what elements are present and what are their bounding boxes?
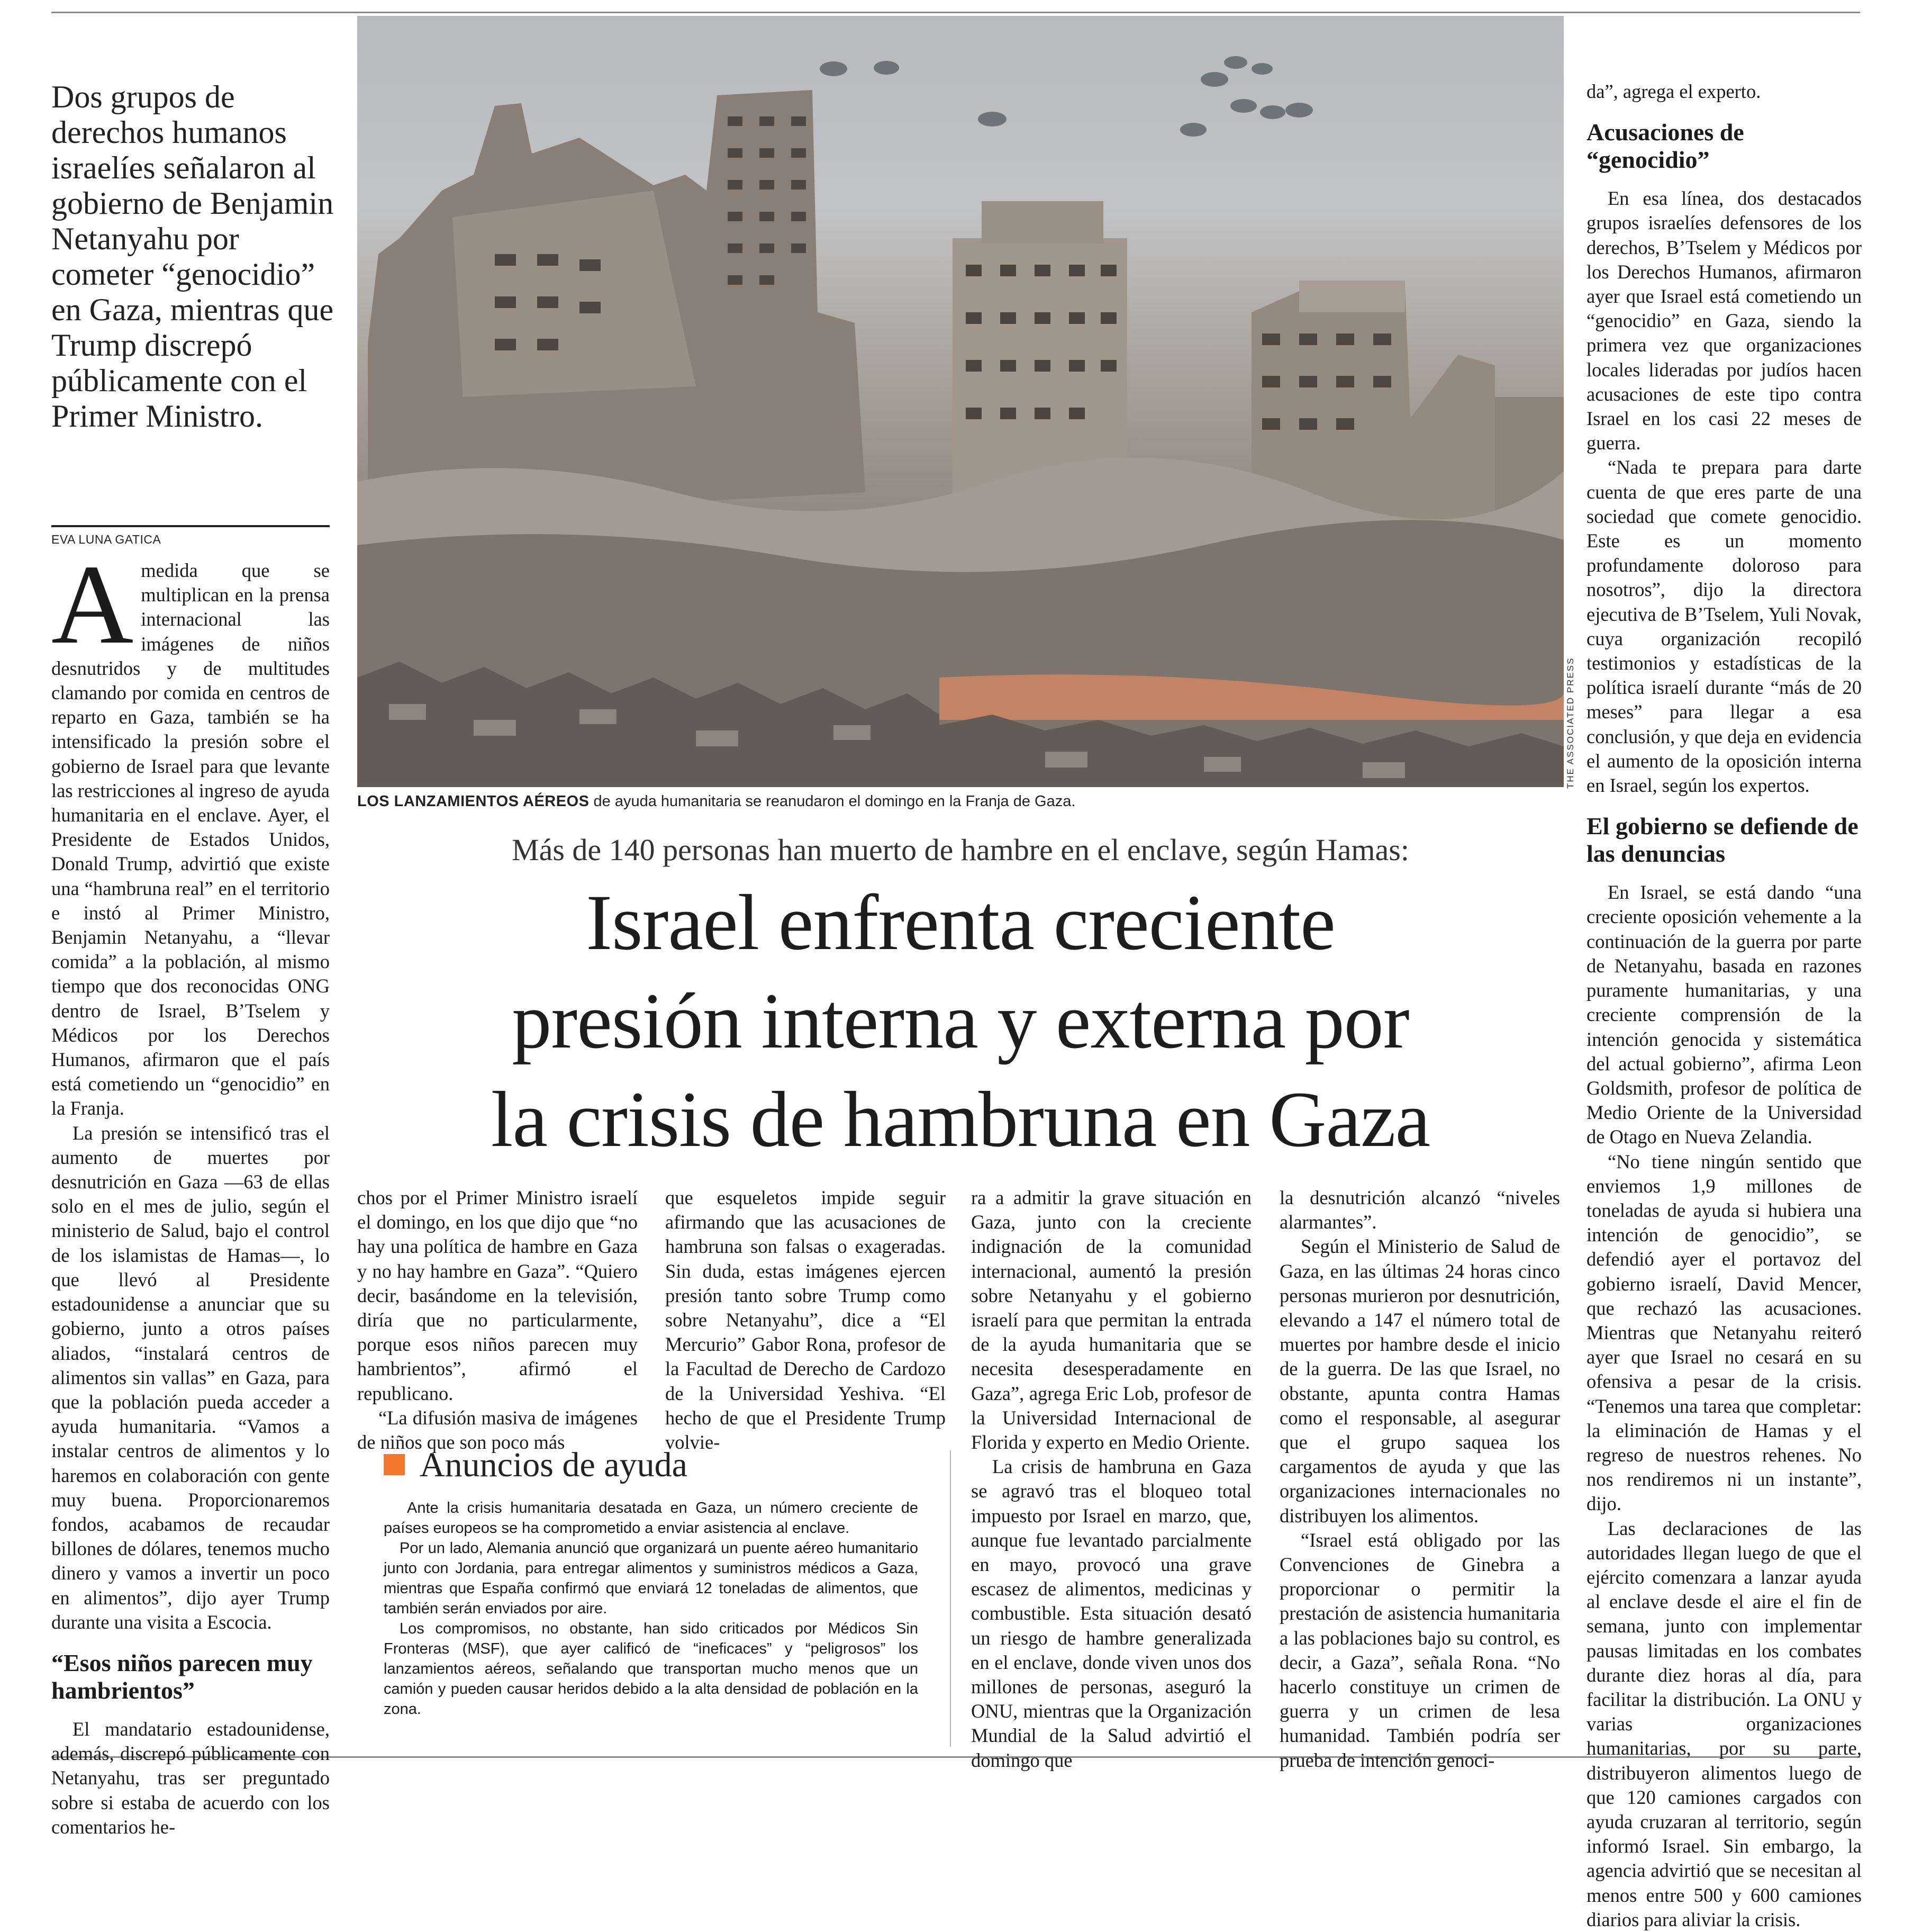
column-3: [665, 1186, 946, 1455]
paragraph: da”, agrega el experto.: [1586, 80, 1761, 102]
column-5: [1280, 1186, 1560, 1773]
paragraph: La presión se intensificó tras el aumento de muertes por desnutrición en Gaza —63 de ellas solo en el mes de julio, según el ministerio de Salud, bajo el control de los islamistas de Hamas—, lo que llevó al Presidente estadounidense a anunciar que su gobierno, junto a otros países aliados, “instalará centros de alimentos sin vallas” en Gaza, para que la población pueda acceder a ayuda humanitaria. “Vamos a instalar centros de alimentos y lo haremos en colaboración con gente muy buena. Proporcionaremos fondos, acabamos de recaudar billones de dólares, tenemos mucho dinero y vamos a invertir un poco en alimentos”, dijo ayer Trump durante una visita a Escocia.: [51, 1122, 330, 1633]
paragraph: La crisis de hambruna en Gaza se agravó tras el bloqueo total impuesto por Israel en marzo, que, aunque fue levantado parcialmente en mayo, provocó una grave escasez de alimentos, medicinas y combustible. Esta situación desató un riesgo de hambre generalizada en el enclave, donde viven unos dos millones de personas, aseguró la ONU, mientras que la Organización Mundial de la Salud advirtió el domingo que: [971, 1456, 1252, 1771]
orange-square-icon: [384, 1454, 405, 1475]
box-paragraph: Por un lado, Alemania anunció que organizará un puente aéreo humanitario junto con Jordania, para entregar alimentos y suministros médicos a Gaza, mientras que España confirmó que enviará 12 toneladas de alimentos, que también serán enviados por aire.: [384, 1540, 918, 1617]
news-photo: [357, 16, 1564, 787]
subhead: El gobierno se defiende de las denuncias: [1586, 812, 1858, 868]
paragraph: ra a admitir la grave situación en Gaza, junto con la creciente indignación de la comunidad internacional, aumentó la presión sobre Netanyahu y el gobierno israelí para que permitan la entrada de la ayuda humanitaria que se necesita desesperadamente en Gaza”, agrega Eric Lob, profesor de la Universidad Internacional de Florida y experto en Medio Oriente.: [971, 1187, 1252, 1453]
sidebar-box-text: [384, 1498, 918, 1719]
paragraph: El mandatario estadounidense, además, discrepó públicamente con Netanyahu, tras ser preguntado sobre si estaba de acuerdo con los comentarios he-: [51, 1718, 330, 1838]
paragraph: Según el Ministerio de Salud de Gaza, en las últimas 24 horas cinco personas murieron por desnutrición, elevando a 147 el número total de muertes por hambre desde el inicio de la guerra. De las que Israel, no obstante, apunta contra Hamas como el responsable, al asegurar que el grupo saquea los cargamentos de ayuda y que las organizaciones internacionales no distribuyen los alimentos.: [1280, 1235, 1560, 1527]
paragraph: Las declaraciones de las autoridades llegan luego de que el ejército comenzara a lanzar ayuda al enclave desde el aire el fin de semana, junto con implementar pausas limitadas en los combates durante diez horas al día, para facilitar la distribución. La ONU y varias organizaciones humanitarias, por su parte, distribuyeron alimentos luego de que 120 camiones cargados con ayuda cruzaran al territorio, según informó Israel. Sin embargo, la agencia advirtió que se necesitan al menos entre 500 y 600 camiones diarios para aliviar la crisis.: [1586, 1517, 1862, 1930]
drop-cap: A: [51, 541, 134, 667]
headline-line: presión interna y externa por: [512, 977, 1409, 1065]
paragraph: En esa línea, dos destacados grupos israelíes defensores de los derechos, B’Tselem y Médicos por los Derechos Humanos, afirmaron ayer que Israel está cometiendo un “genocidio” en Gaza, siendo la primera vez que organizaciones locales lideradas por judíos hacen acusaciones de este tipo contra Israel en los casi 22 meses de guerra.: [1586, 187, 1862, 454]
headline-line: Israel enfrenta creciente: [586, 879, 1335, 967]
photo-caption: [357, 793, 1564, 810]
paragraph: “Israel está obligado por las Convenciones de Ginebra a proporcionar o permitir la prestación de asistencia humanitaria a las poblaciones bajo su control, es decir, a Gaza”, señala Rona. “No hacerlo constituye un crimen de guerra y un crimen de lesa humanidad. También podría ser prueba de intención genoci-: [1280, 1529, 1560, 1771]
subhead: Acusaciones de “genocidio”: [1586, 119, 1744, 174]
column-2: [357, 1186, 638, 1455]
paragraph: “Nada te prepara para darte cuenta de que eres parte de una sociedad que comete genocidio. Este es un momento profundamente doloroso para nosotros”, dijo la directora ejecutiva de B’Tselem, Yuli Novak, cuya organización recopiló testimonios y estadísticas de la política israelí durante “más de 20 meses” para llegar a esa conclusión, y que deja en evidencia el aumento de la oposición interna en Israel, según los expertos.: [1586, 456, 1862, 797]
sidebar-box-title: Anuncios de ayuda: [384, 1445, 687, 1485]
kicker: Más de 140 personas han muerto de hambre en el enclave, según Hamas:: [512, 833, 1409, 867]
box-paragraph: Ante la crisis humanitaria desatada en Gaza, un número creciente de países europeos se ha comprometido a enviar asistencia al enclave.: [384, 1500, 918, 1537]
column-4: [971, 1186, 1252, 1773]
caption-lead: LOS LANZAMIENTOS AÉREOS: [357, 793, 590, 810]
top-rule: [51, 12, 1860, 13]
box-paragraph: Los compromisos, no obstante, han sido criticados por Médicos Sin Fronteras (MSF), que ayer calificó de “ineficaces” y “peligrosos” los lanzamientos aéreos, señalando que transportan mucho menos que un camión y pueden causar heridos debido a la alta densidad de población en la zona.: [384, 1620, 918, 1718]
paragraph-text: medida que se multiplican en la prensa internacional las imágenes de niños desnutridos y de multitudes clamando por comida en centros de reparto en Gaza, también se ha intensificado la presión sobre el gobierno de Israel para que levante las restricciones al ingreso de ayuda humanitaria en el enclave. Ayer, el Presidente de Estados Unidos, Donald Trump, advirtió que existe una “hambruna real” en el territorio e instó al Primer Ministro, Benjamin Netanyahu, a “llevar comida” a la población, al mismo tiempo que dos reconocidas ONG dentro de Israel, B’Tselem y Médicos por los Derechos Humanos, afirmaron que el país está cometiendo un “genocidio” en la Franja.: [51, 559, 330, 1120]
subhead: “Esos niños parecen muy hambrientos”: [51, 1649, 313, 1704]
headline: [349, 873, 1572, 1169]
paragraph: “No tiene ningún sentido que enviemos 1,9 millones de toneladas de ayuda si hubiera una intención de genocidio”, se defendió ayer el portavoz del gobierno israelí, David Mencer, que rechazó las acusaciones. Mientras que Netanyahu reiteró ayer que Israel no cesará en su ofensiva a pesar de la crisis. “Tenemos una tarea que completar: la eliminación de Hamas y el regreso de nuestros rehenes. No nos rendiremos ni un instante”, dijo.: [1586, 1150, 1862, 1515]
first-paragraph: [51, 541, 330, 1121]
caption-text: de ayuda humanitaria se reanudaron el domingo en la Franja de Gaza.: [589, 793, 1076, 810]
paragraph: la desnutrición alcanzó “niveles alarmantes”.: [1280, 1187, 1560, 1233]
paragraph: que esqueletos impide seguir afirmando que las acusaciones de hambruna son falsas o exageradas. Sin duda, estas imágenes ejercen presión tanto sobre Trump como sobre Netanyahu”, dice a “El Mercurio” Gabor Rona, profesor de la Facultad de Derecho de Cardozo de la Universidad Yeshiva. “El hecho de que el Presidente Trump volvie-: [665, 1187, 946, 1453]
headline-line: la crisis de hambruna en Gaza: [491, 1076, 1430, 1163]
box-divider: [950, 1450, 951, 1747]
column-6: [1586, 79, 1862, 1932]
column-1: [51, 541, 330, 1839]
lead-summary: Dos grupos de derechos humanos israelíes señalaron al gobierno de Benjamin Netanyahu por cometer “genocidio” en Gaza, mientras que Trump discrepó públicamente con el Primer Ministro.: [51, 79, 334, 434]
photo-credit: THE ASSOCIATED PRESS: [1565, 657, 1575, 789]
paragraph: En Israel, se está dando “una creciente oposición vehemente a la continuación de la guerra por parte de Netanyahu, basada en razones puramente humanitarias, y una creciente comprensión de la intención genocida y sistemática del actual gobierno”, afirma Leon Goldsmith, profesor de política de Medio Oriente de la Universidad de Otago en Nueva Zelandia.: [1586, 881, 1862, 1148]
paragraph: chos por el Primer Ministro israelí el domingo, en los que dijo que “no hay una política de hambre en Gaza y no hay hambre en Gaza”. “Quiero decir, basándome en la televisión, diría que no particularmente, porque esos niños parecen muy hambrientos”, afirmó el republicano.: [357, 1187, 638, 1404]
destroyed-buildings-illustration: [357, 16, 1564, 787]
paragraph: “La difusión masiva de imágenes de niños que son poco más: [357, 1406, 638, 1453]
byline: EVA LUNA GATICA: [51, 525, 330, 547]
